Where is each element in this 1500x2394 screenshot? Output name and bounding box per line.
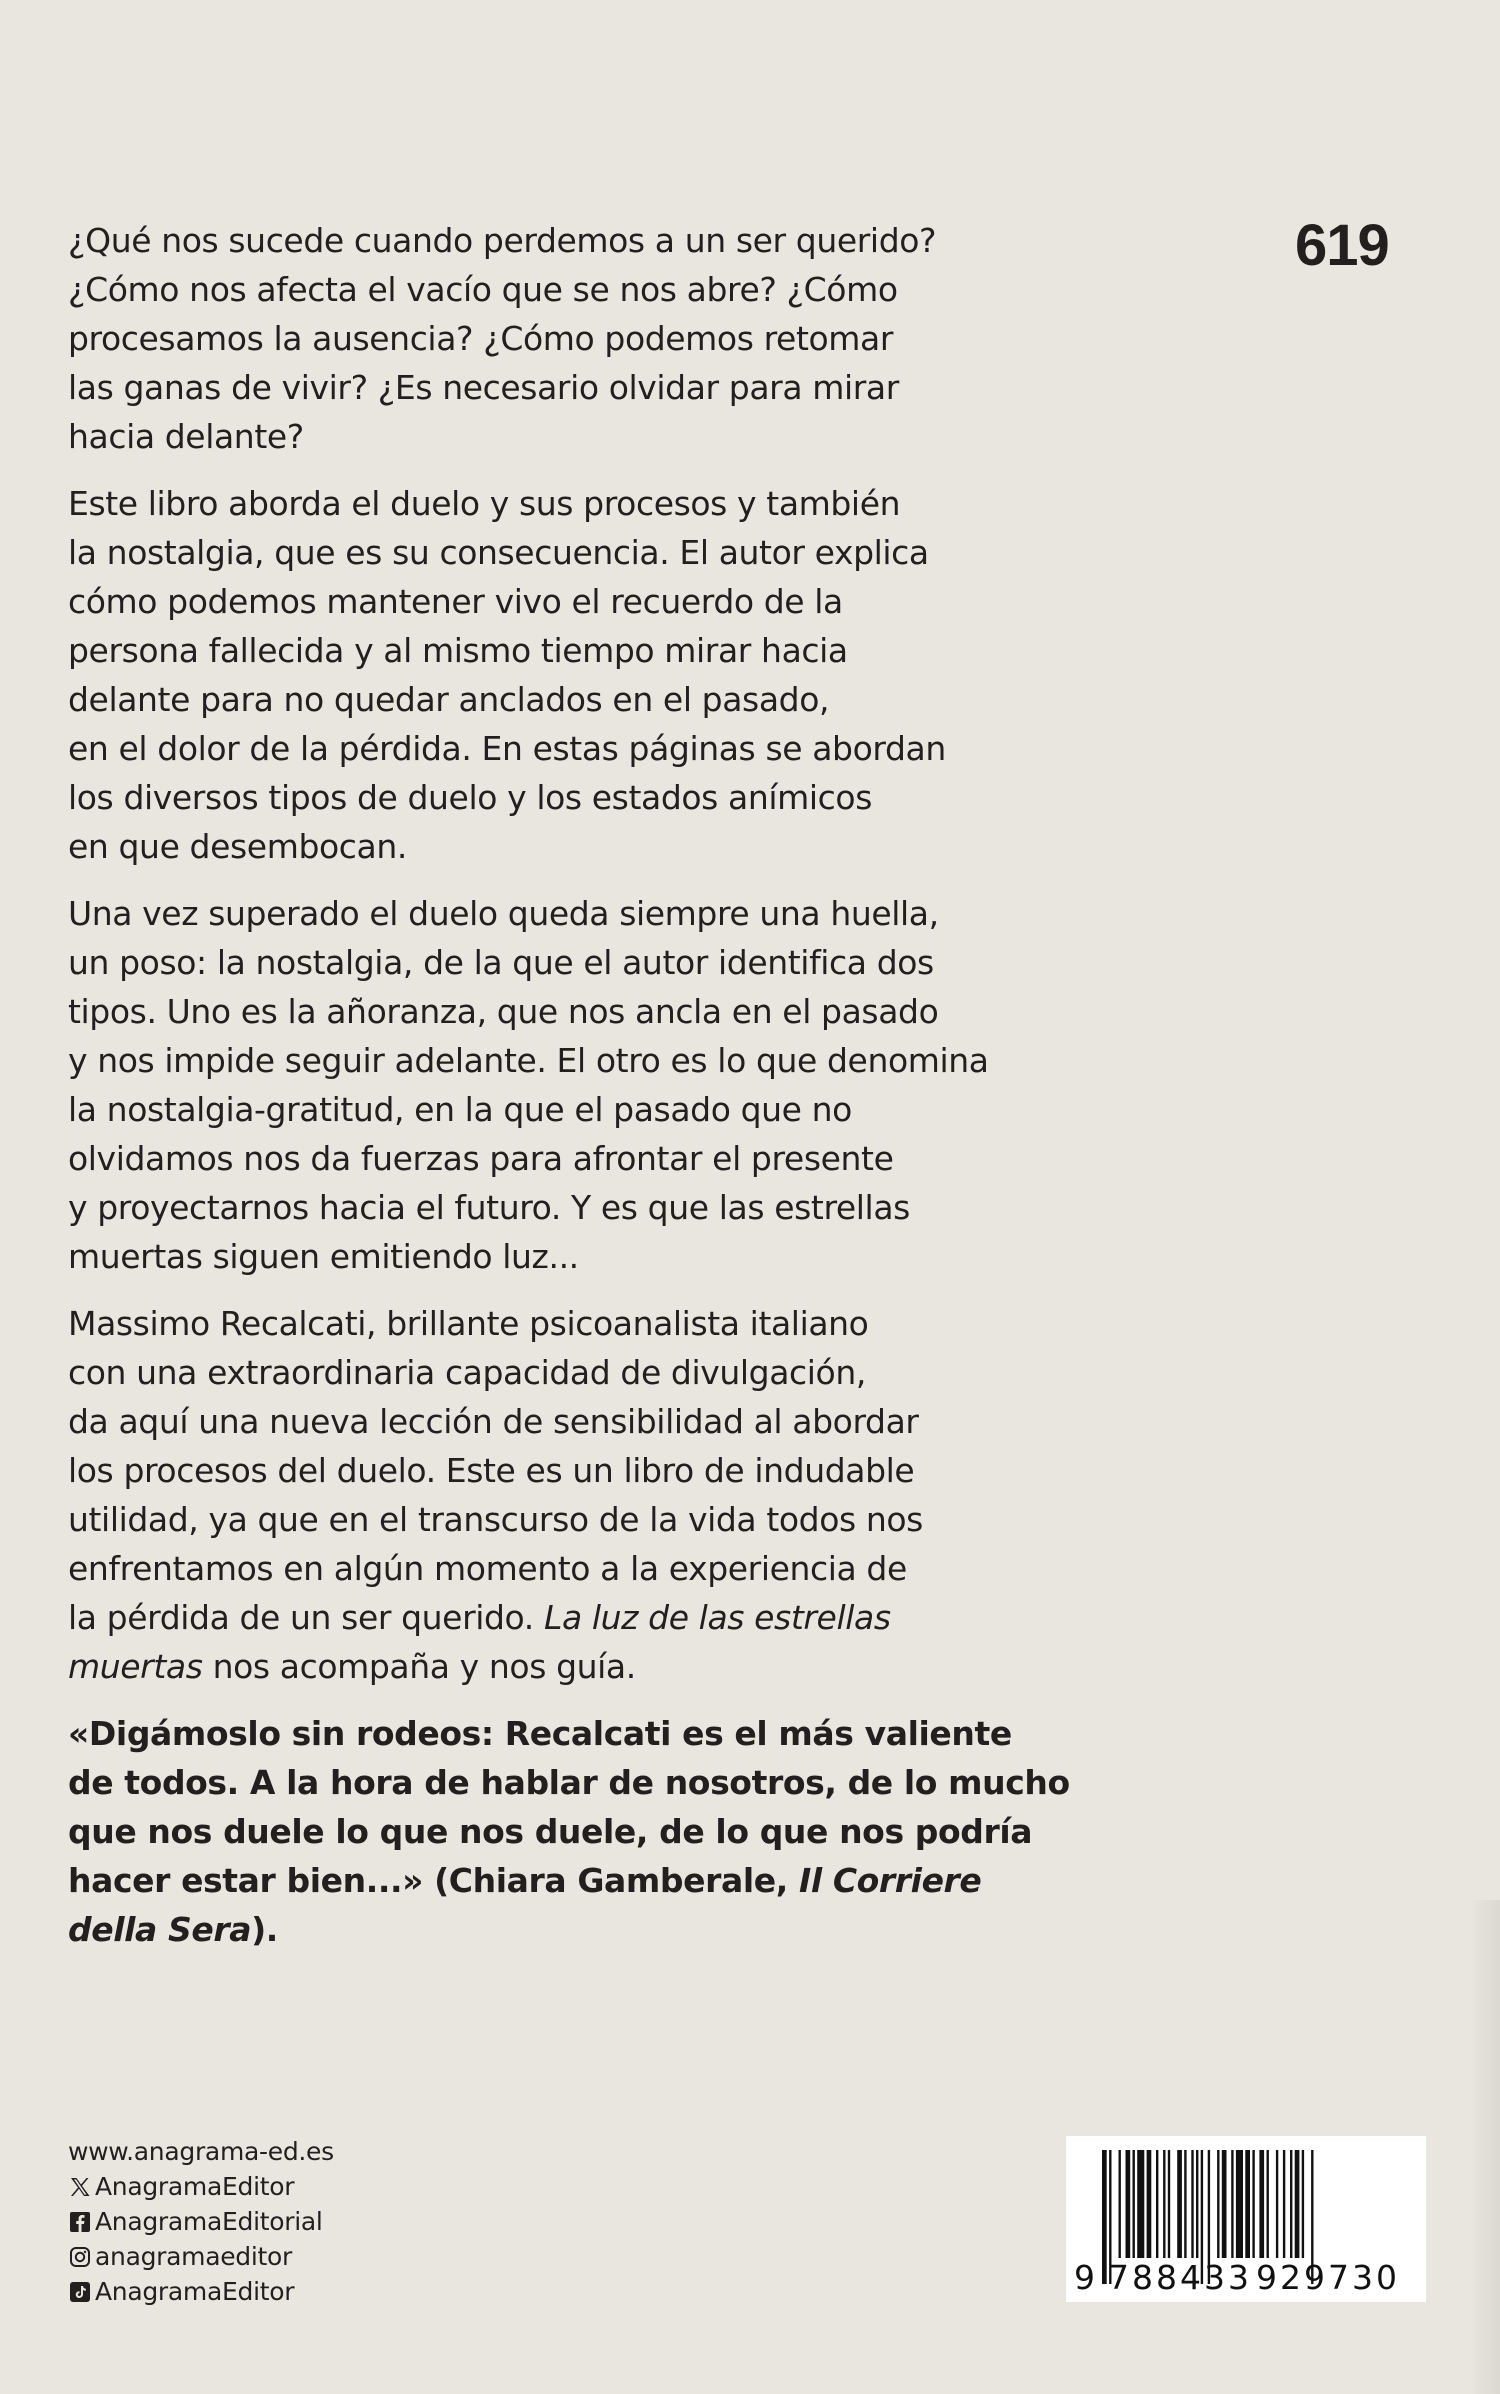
barcode-bar xyxy=(1302,2150,1304,2258)
text-line: Una vez superado el duelo queda siempre una huella, xyxy=(68,894,939,933)
website-url[interactable]: www.anagrama-ed.es xyxy=(68,2137,334,2166)
website-link[interactable] xyxy=(68,2134,334,2169)
barcode-bar xyxy=(1252,2150,1254,2258)
text-line: utilidad, ya que en el transcurso de la vida todos nos xyxy=(68,1500,923,1539)
text-line: hacia delante? xyxy=(68,417,304,456)
isbn-left-group: 788433 xyxy=(1108,2258,1252,2297)
barcode-bar xyxy=(1156,2150,1158,2258)
text-line: las ganas de vivir? ¿Es necesario olvidar para mirar xyxy=(68,368,899,407)
barcode-bar xyxy=(1283,2150,1285,2258)
tiktok-link[interactable] xyxy=(68,2274,334,2309)
text-line: la nostalgia, que es su consecuencia. El autor explica xyxy=(68,533,929,572)
tiktok-handle[interactable]: AnagramaEditor xyxy=(95,2277,295,2306)
series-number: 619 xyxy=(1295,213,1389,278)
barcode-bar xyxy=(1119,2150,1121,2258)
text-line: cómo podemos mantener vivo el recuerdo de la xyxy=(68,582,843,621)
quote-line: «Digámoslo sin rodeos: Recalcati es el más valiente xyxy=(68,1714,1012,1753)
text-line: ¿Cómo nos afecta el vacío que se nos abre? ¿Cómo xyxy=(68,270,898,309)
x-handle[interactable]: AnagramaEditor xyxy=(95,2172,295,2201)
barcode-bar xyxy=(1137,2150,1144,2258)
text-line: persona fallecida y al mismo tiempo mirar hacia xyxy=(68,631,848,670)
quote-line: que nos duele lo que nos duele, de lo que nos podría xyxy=(68,1812,1033,1851)
text-line: Este libro aborda el duelo y sus procesos y también xyxy=(68,484,901,523)
barcode-bar xyxy=(1191,2150,1193,2258)
barcode-bar xyxy=(1222,2150,1227,2258)
paragraph-summary xyxy=(68,479,1078,871)
x-link[interactable] xyxy=(68,2169,334,2204)
text-line: enfrentamos en algún momento a la experiencia de xyxy=(68,1549,907,1588)
blurb xyxy=(68,216,1078,1972)
book-title-italic: muertas xyxy=(68,1647,203,1686)
text-fragment: nos acompaña y nos guía. xyxy=(202,1647,636,1686)
book-title-italic: La luz de las estrellas xyxy=(543,1598,891,1637)
text-line: y proyectarnos hacia el futuro. Y es que las estrellas xyxy=(68,1188,910,1227)
quote-line xyxy=(68,1905,1078,1954)
barcode-bar xyxy=(1168,2150,1170,2258)
instagram-link[interactable] xyxy=(68,2239,334,2274)
isbn-right-group: 929730 xyxy=(1256,2258,1400,2297)
instagram-icon xyxy=(68,2245,92,2269)
press-quote xyxy=(68,1709,1078,1954)
cover-edge xyxy=(1470,1900,1500,2394)
tiktok-icon xyxy=(68,2280,92,2304)
text-line: la nostalgia-gratitud, en la que el pasado que no xyxy=(68,1090,852,1129)
isbn-barcode xyxy=(1066,2136,1426,2302)
quote-source-italic: Il Corriere xyxy=(798,1861,982,1900)
paragraph-questions xyxy=(68,216,1078,461)
text-line xyxy=(68,1642,1078,1691)
text-line: un poso: la nostalgia, de la que el autor identifica dos xyxy=(68,943,934,982)
paragraph-author xyxy=(68,1299,1078,1691)
text-line: olvidamos nos da fuerzas para afrontar el presente xyxy=(68,1139,894,1178)
text-line: los procesos del duelo. Este es un libro de indudable xyxy=(68,1451,915,1490)
quote-line: de todos. A la hora de hablar de nosotros, de lo mucho xyxy=(68,1763,1070,1802)
barcode-bar xyxy=(1147,2150,1152,2258)
text-line: ¿Qué nos sucede cuando perdemos a un ser querido? xyxy=(68,221,937,260)
barcode-bar xyxy=(1196,2150,1198,2258)
facebook-handle[interactable]: AnagramaEditorial xyxy=(95,2207,323,2236)
text-line: procesamos la ausencia? ¿Cómo podemos retomar xyxy=(68,319,894,358)
isbn-lead-digit: 9 xyxy=(1074,2258,1095,2297)
text-line xyxy=(68,1593,1078,1642)
barcode-bar xyxy=(1184,2150,1186,2258)
quote-fragment: ). xyxy=(251,1910,278,1949)
text-line: tipos. Uno es la añoranza, que nos ancla en el pasado xyxy=(68,992,939,1031)
publisher-links xyxy=(68,2134,334,2309)
instagram-handle[interactable]: anagramaeditor xyxy=(95,2242,292,2271)
x-logo-icon xyxy=(68,2175,92,2199)
barcode-bar xyxy=(1267,2150,1269,2258)
text-line: y nos impide seguir adelante. El otro es lo que denomina xyxy=(68,1041,989,1080)
barcode-bar xyxy=(1236,2150,1243,2258)
barcode-bar xyxy=(1295,2150,1300,2258)
facebook-link[interactable] xyxy=(68,2204,334,2239)
quote-line xyxy=(68,1856,1078,1905)
text-line: con una extraordinaria capacidad de divulgación, xyxy=(68,1353,866,1392)
barcode-bar xyxy=(1276,2150,1278,2258)
quote-source-italic: della Sera xyxy=(68,1910,252,1949)
text-line: los diversos tipos de duelo y los estados anímicos xyxy=(68,778,872,817)
barcode-bar xyxy=(1231,2150,1233,2258)
text-line: Massimo Recalcati, brillante psicoanalista italiano xyxy=(68,1304,869,1343)
barcode-bar xyxy=(1133,2150,1135,2258)
barcode-bar xyxy=(1102,2150,1107,2284)
quote-fragment: hacer estar bien...» (Chiara Gamberale, xyxy=(68,1861,799,1900)
barcode-bar xyxy=(1163,2150,1165,2258)
barcode-bar xyxy=(1245,2150,1250,2258)
facebook-icon xyxy=(68,2210,92,2234)
text-line: da aquí una nueva lección de sensibilidad al abordar xyxy=(68,1402,919,1441)
text-line: en que desembocan. xyxy=(68,827,407,866)
barcode-bar xyxy=(1290,2150,1292,2258)
barcode-bar xyxy=(1126,2150,1131,2258)
text-line: delante para no quedar anclados en el pasado, xyxy=(68,680,830,719)
text-line: muertas siguen emitiendo luz... xyxy=(68,1237,579,1276)
paragraph-nostalgia xyxy=(68,889,1078,1281)
barcode-bar xyxy=(1177,2150,1182,2258)
text-line: en el dolor de la pérdida. En estas páginas se abordan xyxy=(68,729,946,768)
barcode-bar xyxy=(1259,2150,1264,2258)
text-fragment: la pérdida de un ser querido. xyxy=(68,1598,534,1637)
barcode-bar xyxy=(1217,2150,1219,2258)
